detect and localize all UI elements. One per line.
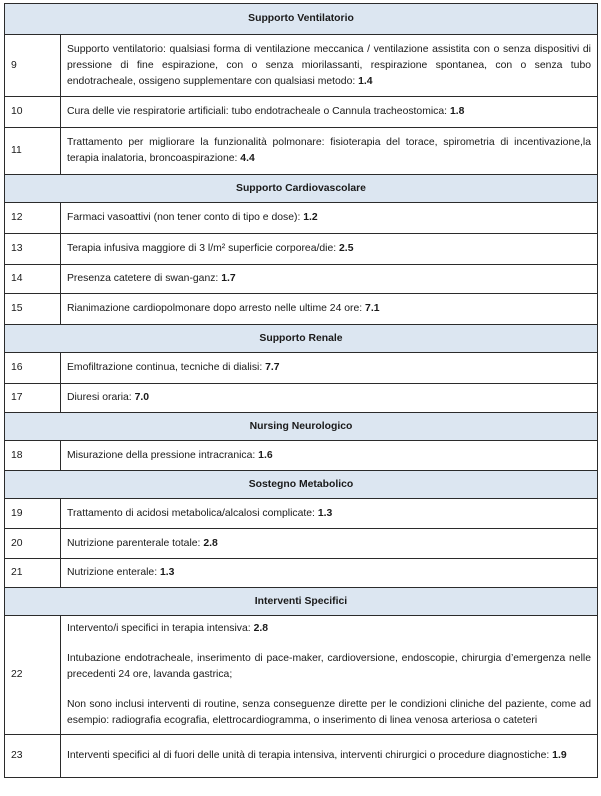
item-points: 7.7 (265, 362, 280, 373)
item-description (61, 128, 598, 175)
item-text: Rianimazione cardiopolmonare dopo arresto nelle ultime 24 ore: (67, 303, 363, 314)
item-points: 1.2 (303, 212, 318, 223)
section-header-row (5, 588, 598, 616)
item-description (61, 294, 598, 325)
item-points: 1.4 (358, 75, 373, 87)
item-number: 20 (5, 529, 61, 559)
item-text: Misurazione della pressione intracranica: (67, 449, 256, 461)
item-number: 13 (5, 234, 61, 265)
section-header-row (5, 325, 598, 353)
item-number: 17 (5, 384, 61, 413)
item-points: 2.8 (203, 537, 218, 549)
item-text: Intervento/i specifici in terapia intensiva: (67, 623, 251, 634)
item-description (61, 559, 598, 588)
table-row (5, 35, 598, 97)
item-number: 14 (5, 265, 61, 294)
section-header-row (5, 175, 598, 203)
item-number: 9 (5, 35, 61, 97)
section-title: Supporto Cardiovascolare (5, 175, 598, 203)
table-row (5, 384, 598, 413)
table-row (5, 234, 598, 265)
item-number: 22 (5, 616, 61, 735)
item-number: 23 (5, 735, 61, 778)
item-description (61, 499, 598, 529)
table-row (5, 559, 598, 588)
item-points: 2.8 (253, 623, 269, 634)
item-number: 19 (5, 499, 61, 529)
item-points: 7.0 (134, 392, 150, 403)
item-points: 4.4 (240, 153, 255, 164)
item-paragraph: Non sono inclusi interventi di routine, senza conseguenze dirette per le condizioni cliniche del paziente, come ad esempio: radiografia ecografia, elettrocardiogramma, o inserimento di linea venosa arteriosa o cateteri (67, 699, 591, 726)
section-title: Interventi Specifici (5, 588, 598, 616)
item-text: Interventi specifici al di fuori delle unità di terapia intensiva, interventi chirurgici o procedure diagnostiche: (67, 750, 550, 761)
table-row (5, 499, 598, 529)
scoring-table (4, 3, 598, 778)
section-header-row (5, 471, 598, 499)
item-description (61, 384, 598, 413)
item-description (61, 97, 598, 128)
section-title: Supporto Ventilatorio (5, 4, 598, 35)
section-title: Nursing Neurologico (5, 413, 598, 441)
item-number: 18 (5, 441, 61, 471)
item-number: 10 (5, 97, 61, 128)
item-text: Nutrizione parenterale totale: (67, 537, 201, 549)
table-row (5, 735, 598, 778)
item-description (61, 234, 598, 265)
item-description (61, 529, 598, 559)
item-number: 12 (5, 203, 61, 234)
item-number: 11 (5, 128, 61, 175)
table-row (5, 128, 598, 175)
table-row (5, 97, 598, 128)
section-title: Supporto Renale (5, 325, 598, 353)
item-description (61, 265, 598, 294)
item-number: 16 (5, 353, 61, 384)
table-row (5, 441, 598, 471)
item-text: Trattamento di acidosi metabolica/alcalosi complicate: (67, 507, 315, 519)
item-text: Terapia infusiva maggiore di 3 l/m² superficie corporea/die: (67, 243, 337, 254)
item-points: 1.9 (552, 750, 567, 761)
item-points: 2.5 (339, 243, 354, 254)
section-header-row (5, 4, 598, 35)
item-number: 15 (5, 294, 61, 325)
table-row (5, 353, 598, 384)
item-text: Nutrizione enterale: (67, 567, 158, 578)
item-description (61, 35, 598, 97)
item-points: 1.7 (221, 273, 236, 284)
item-points: 7.1 (365, 303, 380, 314)
item-paragraph: Intubazione endotracheale, inserimento di pace-maker, cardioversione, endoscopie, chirurgia d’emergenza nelle precedenti 24 ore, lavanda gastrica; (67, 653, 591, 680)
item-text: Farmaci vasoattivi (non tener conto di tipo e dose): (67, 212, 301, 223)
item-points: 1.8 (449, 106, 465, 117)
section-title: Sostegno Metabolico (5, 471, 598, 499)
item-points: 1.6 (258, 449, 273, 461)
table-row (5, 529, 598, 559)
section-header-row (5, 413, 598, 441)
item-description (61, 735, 598, 778)
table-row (5, 616, 598, 735)
item-points: 1.3 (317, 507, 333, 519)
item-description (61, 616, 598, 735)
table-row (5, 203, 598, 234)
item-points: 1.3 (160, 567, 175, 578)
item-text: Cura delle vie respiratorie artificiali: tubo endotracheale o Cannula tracheostomica: (67, 106, 448, 117)
item-description (61, 203, 598, 234)
item-description (61, 441, 598, 471)
item-text: Supporto ventilatorio: qualsiasi forma di ventilazione meccanica / ventilazione assistita con o senza dispositivi di pressione di fine espirazione, con o senza miorilassanti, respirazione spontanea, con o senza tubo endotracheale, ossigeno supplementare con qualsiasi metodo: (67, 43, 591, 87)
item-text: Presenza catetere di swan-ganz: (67, 273, 219, 284)
item-text: Trattamento per migliorare la funzionalità polmonare: fisioterapia del torace, spirometria di incentivazione,la terapia inalatoria, broncoaspirazione: (67, 137, 591, 164)
item-lead-paragraph (67, 621, 591, 637)
item-text: Emofiltrazione continua, tecniche di dialisi: (67, 362, 263, 373)
table-row (5, 294, 598, 325)
table-row (5, 265, 598, 294)
item-description (61, 353, 598, 384)
item-number: 21 (5, 559, 61, 588)
item-text: Diuresi oraria: (67, 392, 132, 403)
